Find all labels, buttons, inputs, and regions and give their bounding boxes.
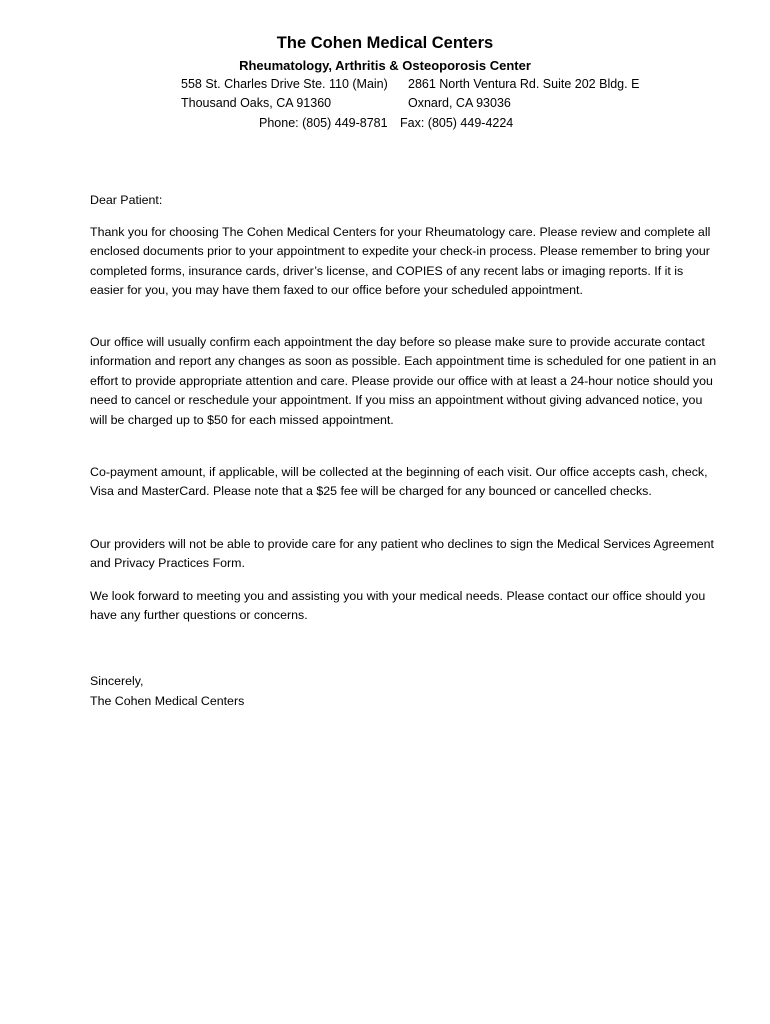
closing: Sincerely, <box>90 674 144 688</box>
letter-paragraph-intro: Thank you for choosing The Cohen Medical Centers for your Rheumatology care. Please review and complete all enclosed documents prior to your appointment to expedite your check-in process. Please remember to bring your completed forms, insurance cards, driver’s license, and COPIES of any recent labs or imaging reports. If it is easier for you, you may have them faxed to our office before your scheduled appointment. <box>90 225 711 298</box>
main-office-street: 558 St. Charles Drive Ste. 110 (Main) <box>181 77 388 91</box>
signature: The Cohen Medical Centers <box>90 694 245 708</box>
second-office-city: Oxnard, CA 93036 <box>408 96 511 110</box>
letter-paragraph-appointments: Our office will usually confirm each appointment the day before so please make sure to provide accurate contact information and report any changes as soon as possible. Each appointment time is scheduled for one patient in an effort to provide appropriate attention and care. Please provide our office with at least a 24-hour notice should you need to cancel or reschedule your appointment. If you miss an appointment without giving advanced notice, you will be charged up to $50 for each missed appointment. <box>90 335 717 427</box>
letterhead-subtitle: Rheumatology, Arthritis & Osteoporosis Center <box>239 58 531 73</box>
phone-number: Phone: (805) 449-8781 <box>259 116 388 130</box>
main-office-city: Thousand Oaks, CA 91360 <box>181 96 332 110</box>
second-office-street: 2861 North Ventura Rd. Suite 202 Bldg. E <box>408 77 640 91</box>
salutation: Dear Patient: <box>90 193 163 207</box>
letter-paragraph-agreement: Our providers will not be able to provide care for any patient who declines to sign the Medical Services Agreement and Privacy Practices Form. <box>90 537 714 571</box>
letter-paragraph-closing-note: We look forward to meeting you and assisting you with your medical needs. Please contact our office should you have any further questions or concerns. <box>90 589 706 623</box>
letter-paragraph-copayment: Co-payment amount, if applicable, will be collected at the beginning of each visit. Our office accepts cash, check, Visa and MasterCard. Please note that a $25 fee will be charged for any bounced or cancelled checks. <box>90 465 708 499</box>
fax-number: Fax: (805) 449-4224 <box>400 116 514 130</box>
letterhead-title: The Cohen Medical Centers <box>276 34 494 52</box>
